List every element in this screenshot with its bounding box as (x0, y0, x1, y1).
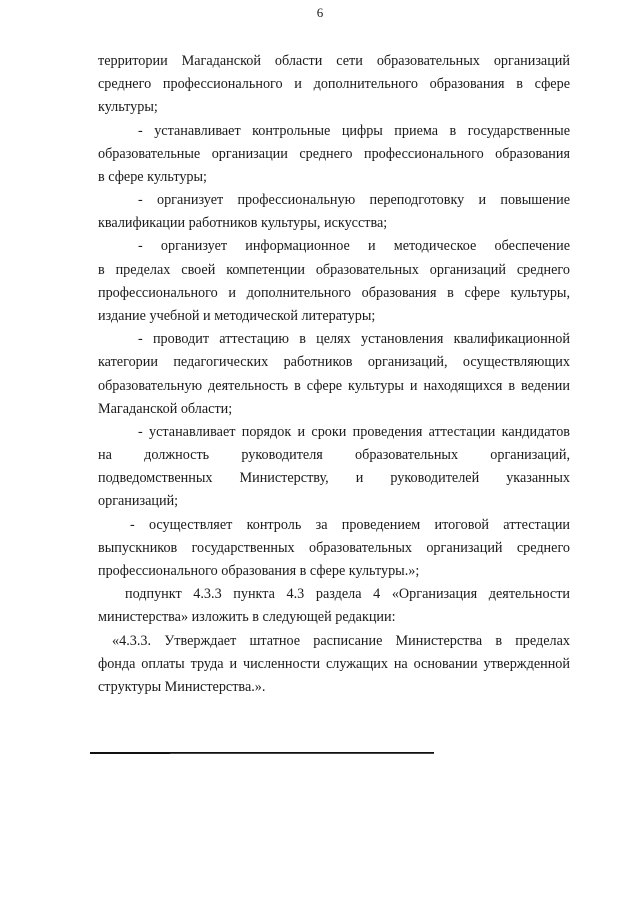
text-line: Магаданской области; (98, 401, 233, 417)
text-line: среднего профессионального и дополнительного образования в сфере (98, 76, 570, 92)
text-line: культуры; (98, 99, 158, 115)
text-line: образовательную деятельность в сфере культуры и находящихся в ведении (98, 378, 570, 394)
text-line: «4.3.3. Утверждает штатное расписание Министерства в пределах (112, 633, 570, 649)
text-line: категории педагогических работников организаций, осуществляющих (98, 354, 570, 370)
text-line: территории Магаданской области сети образовательных организаций (98, 53, 570, 69)
text-line: в пределах своей компетенции образовательных организаций среднего (98, 262, 570, 278)
text-line: образовательные организации среднего профессионального образования (98, 146, 570, 162)
text-line: - проводит аттестацию в целях установления квалификационной (138, 331, 570, 347)
text-line: организаций; (98, 493, 179, 509)
text-line: квалификации работников культуры, искусства; (98, 215, 388, 231)
text-line: подведомственных Министерству, и руководителей указанных (98, 470, 570, 486)
text-line: - устанавливает контрольные цифры приема в государственные (138, 123, 570, 139)
page-number: 6 (316, 5, 324, 20)
text-line: - организует профессиональную переподготовку и повышение (138, 192, 570, 208)
text-line: профессионального образования в сфере культуры.»; (98, 563, 420, 579)
text-line: подпункт 4.3.3 пункта 4.3 раздела 4 «Организация деятельности (125, 586, 570, 602)
text-line: министерства» изложить в следующей редакции: (98, 609, 396, 625)
text-line: - устанавливает порядок и сроки проведения аттестации кандидатов (138, 424, 570, 440)
text-line: издание учебной и методической литературы; (98, 308, 376, 324)
text-line: на должность руководителя образовательных организаций, (98, 447, 570, 463)
footer-rule (90, 752, 434, 754)
text-line: в сфере культуры; (98, 169, 207, 185)
text-line: выпускников государственных образовательных организаций среднего (98, 540, 570, 556)
text-line: - организует информационное и методическое обеспечение (138, 238, 570, 254)
text-line: - осуществляет контроль за проведением итоговой аттестации (130, 517, 570, 533)
text-line: структуры Министерства.». (98, 679, 266, 695)
text-line: профессионального и дополнительного образования в сфере культуры, (98, 285, 570, 301)
text-line: фонда оплаты труда и численности служащих на основании утвержденной (98, 656, 570, 672)
